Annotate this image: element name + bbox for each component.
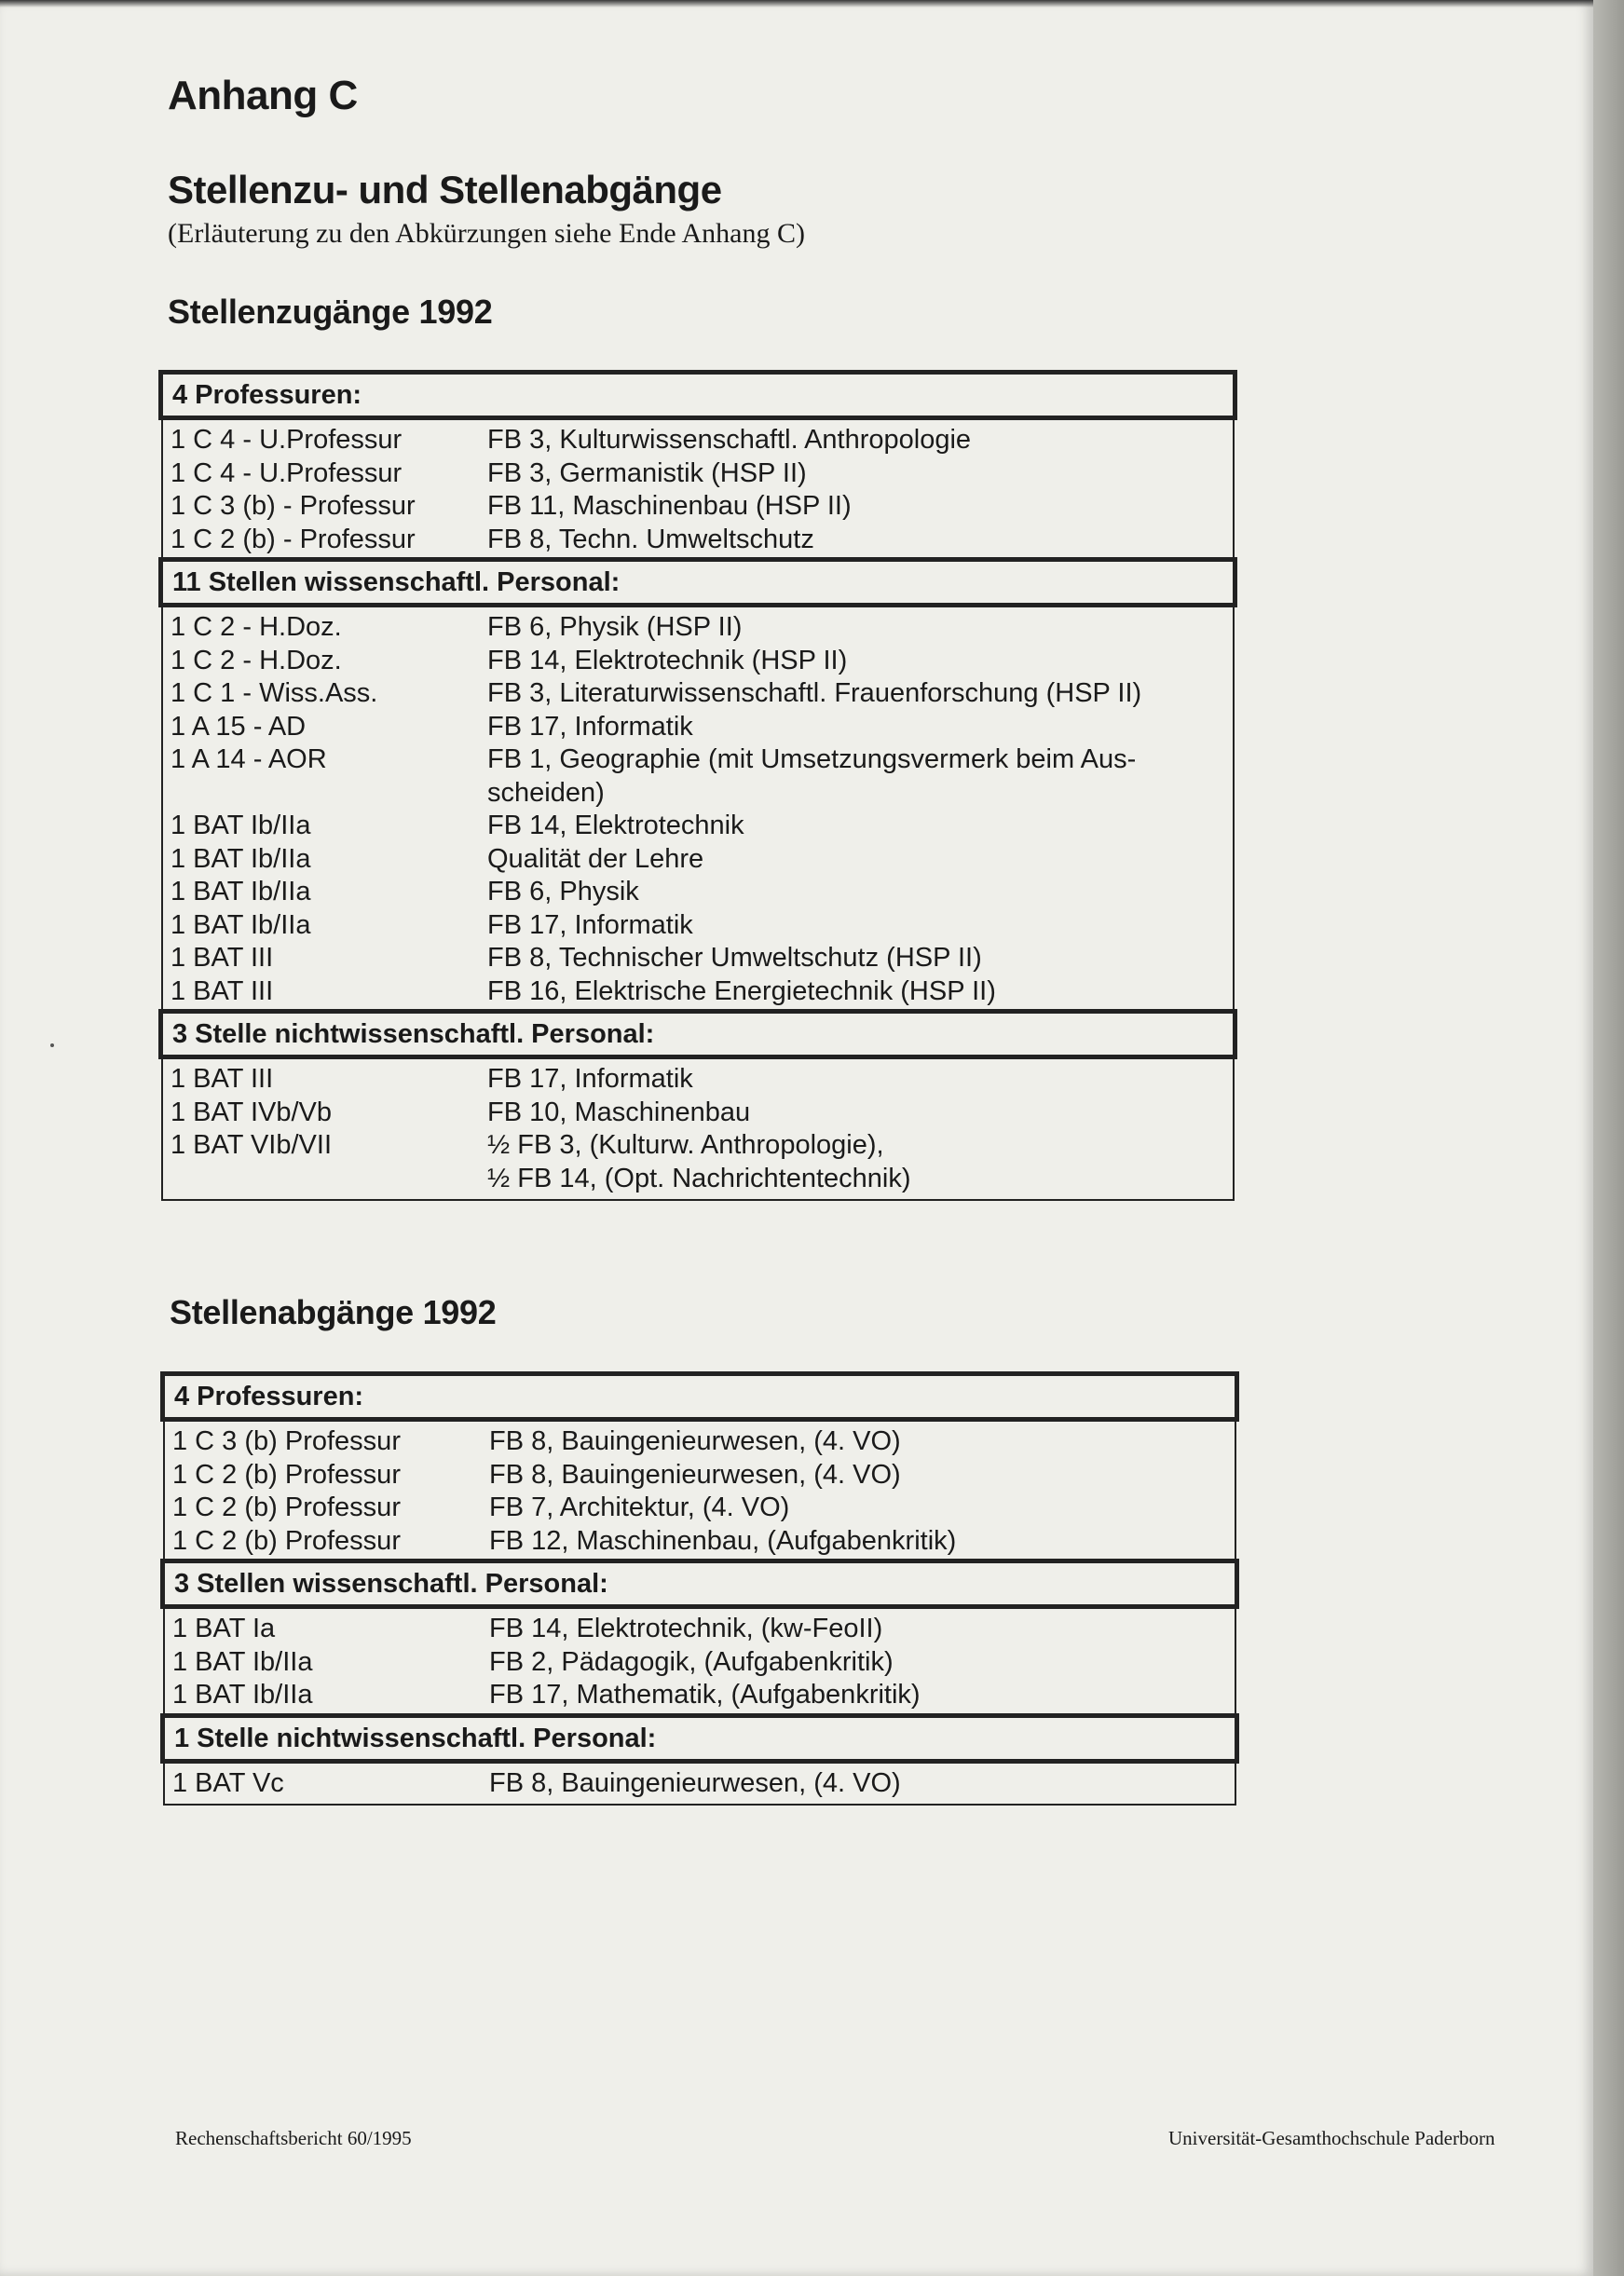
table-row-continuation (171, 1163, 1233, 1196)
table-row (171, 490, 1233, 524)
table-row (171, 1097, 1233, 1130)
group-header: 3 Stellen wissenschaftl. Personal: (160, 1559, 1239, 1609)
table-row (172, 1459, 1235, 1492)
page-title: Stellenzu- und Stellenabgänge (168, 168, 722, 211)
table-row (171, 1063, 1233, 1097)
table-row (171, 677, 1233, 711)
position-cell: 1 A 15 - AD (171, 711, 307, 742)
description-cell: FB 12, Maschinenbau, (Aufgabenkritik) (489, 1525, 957, 1556)
table-row (171, 876, 1233, 909)
position-cell: 1 BAT Ib/IIa (171, 811, 311, 840)
position-cell: 1 C 2 - H.Doz. (171, 612, 342, 642)
position-cell: 1 BAT Ib/IIa (172, 1680, 313, 1710)
table-row (171, 743, 1233, 777)
table-row (172, 1767, 1235, 1801)
description-cell: Qualität der Lehre (487, 843, 704, 874)
table-row (171, 1129, 1233, 1163)
abbreviation-note: (Erläuterung zu den Abkürzungen siehe Ende Anhang C) (168, 218, 805, 249)
table-row (171, 975, 1233, 1009)
description-cell: FB 6, Physik (487, 877, 639, 906)
position-cell: 1 C 4 - U.Professur (171, 425, 403, 455)
description-cell: FB 17, Informatik (487, 1064, 693, 1094)
appendix-heading: Anhang C (168, 73, 358, 118)
table-row (172, 1492, 1235, 1525)
description-cell: FB 11, Maschinenbau (HSP II) (487, 491, 852, 521)
position-cell: 1 C 2 (b) - Professur (171, 524, 416, 554)
position-cell: 1 C 1 - Wiss.Ass. (171, 678, 378, 708)
position-cell: 1 BAT VIb/VII (171, 1130, 333, 1160)
description-cell: ½ FB 3, (Kulturw. Anthropologie), (487, 1130, 884, 1160)
position-cell: 1 BAT Ib/IIa (171, 909, 311, 940)
abgaenge-table (163, 1372, 1236, 1806)
table-row (172, 1425, 1235, 1459)
position-cell: 1 C 2 (b) Professur (172, 1459, 401, 1490)
group-header: 4 Professuren: (158, 370, 1237, 420)
group-rows (165, 1422, 1235, 1561)
table-row (171, 611, 1233, 645)
description-cell: FB 3, Germanistik (HSP II) (487, 457, 807, 488)
description-cell: FB 8, Bauingenieurwesen, (4. VO) (489, 1459, 901, 1490)
position-cell: 1 C 2 (b) Professur (172, 1525, 401, 1556)
position-cell: 1 C 3 (b) - Professur (171, 491, 416, 521)
position-cell: 1 BAT III (171, 975, 274, 1006)
position-cell: 1 BAT IVb/Vb (171, 1097, 333, 1127)
description-cell: FB 3, Literaturwissenschaftl. Frauenforschung (HSP II) (487, 678, 1142, 708)
scan-speck (50, 1043, 54, 1047)
position-cell: 1 BAT Vc (172, 1767, 284, 1798)
description-cell: FB 2, Pädagogik, (Aufgabenkritik) (489, 1646, 894, 1677)
table-row (171, 524, 1233, 557)
position-cell: 1 C 4 - U.Professur (171, 457, 403, 488)
table-row-continuation (171, 777, 1233, 811)
position-cell: 1 BAT III (171, 1064, 274, 1094)
table-row (172, 1613, 1235, 1646)
table-row (171, 843, 1233, 877)
page-edge (1593, 0, 1624, 2276)
table-row (172, 1679, 1235, 1712)
description-cell: FB 1, Geographie (mit Umsetzungsvermerk beim Aus- (487, 744, 1137, 774)
table-row (171, 711, 1233, 744)
table-row (171, 645, 1233, 678)
abgaenge-title: Stellenabgänge 1992 (170, 1293, 497, 1331)
group-header: 4 Professuren: (160, 1371, 1239, 1422)
description-cell: FB 10, Maschinenbau (487, 1097, 751, 1127)
position-cell: 1 BAT III (171, 943, 274, 973)
page-top-shadow (0, 0, 1624, 7)
table-row (171, 942, 1233, 975)
zugaenge-title: Stellenzugänge 1992 (168, 293, 493, 331)
group-rows (165, 1764, 1235, 1805)
description-cell: FB 14, Elektrotechnik (487, 811, 744, 840)
group-header: 3 Stelle nichtwissenschaftl. Personal: (158, 1009, 1237, 1059)
description-cell: FB 8, Bauingenieurwesen, (4. VO) (489, 1426, 901, 1456)
footer-left: Rechenschaftsbericht 60/1995 (175, 2127, 412, 2149)
description-cell: FB 3, Kulturwissenschaftl. Anthropologie (487, 425, 972, 455)
group-rows (163, 607, 1233, 1012)
description-cell: scheiden) (487, 777, 605, 808)
group-header: 1 Stelle nichtwissenschaftl. Personal: (160, 1713, 1239, 1764)
zugaenge-table (161, 371, 1235, 1201)
table-row (172, 1525, 1235, 1559)
description-cell: FB 8, Techn. Umweltschutz (487, 524, 814, 554)
group-rows (163, 1059, 1233, 1199)
position-cell: 1 BAT Ib/IIa (172, 1646, 313, 1677)
table-row (172, 1646, 1235, 1680)
position-cell: 1 C 2 - H.Doz. (171, 645, 342, 675)
description-cell: FB 8, Bauingenieurwesen, (4. VO) (489, 1767, 901, 1798)
description-cell: FB 14, Elektrotechnik, (kw-FeoII) (489, 1614, 883, 1643)
description-cell: FB 14, Elektrotechnik (HSP II) (487, 645, 848, 675)
description-cell: FB 17, Informatik (487, 909, 693, 940)
description-cell: FB 16, Elektrische Energietechnik (HSP II) (487, 975, 996, 1006)
position-cell: 1 BAT Ib/IIa (171, 843, 311, 874)
position-cell: 1 A 14 - AOR (171, 744, 327, 774)
group-rows (163, 420, 1233, 560)
table-row (171, 424, 1233, 457)
group-rows (165, 1609, 1235, 1716)
table-row (171, 457, 1233, 491)
group-header: 11 Stellen wissenschaftl. Personal: (158, 557, 1237, 607)
description-cell: FB 6, Physik (HSP II) (487, 612, 743, 642)
table-row (171, 810, 1233, 843)
table-row (171, 909, 1233, 943)
position-cell: 1 BAT Ia (172, 1614, 276, 1643)
position-cell: 1 C 2 (b) Professur (172, 1492, 401, 1522)
position-cell: 1 C 3 (b) Professur (172, 1426, 401, 1456)
description-cell: FB 17, Informatik (487, 711, 693, 742)
footer-right: Universität-Gesamthochschule Paderborn (1168, 2127, 1495, 2149)
description-cell: FB 8, Technischer Umweltschutz (HSP II) (487, 943, 982, 973)
description-cell: FB 17, Mathematik, (Aufgabenkritik) (489, 1680, 921, 1710)
description-cell: FB 7, Architektur, (4. VO) (489, 1492, 790, 1522)
description-cell: ½ FB 14, (Opt. Nachrichtentechnik) (487, 1163, 911, 1193)
position-cell: 1 BAT Ib/IIa (171, 877, 311, 906)
